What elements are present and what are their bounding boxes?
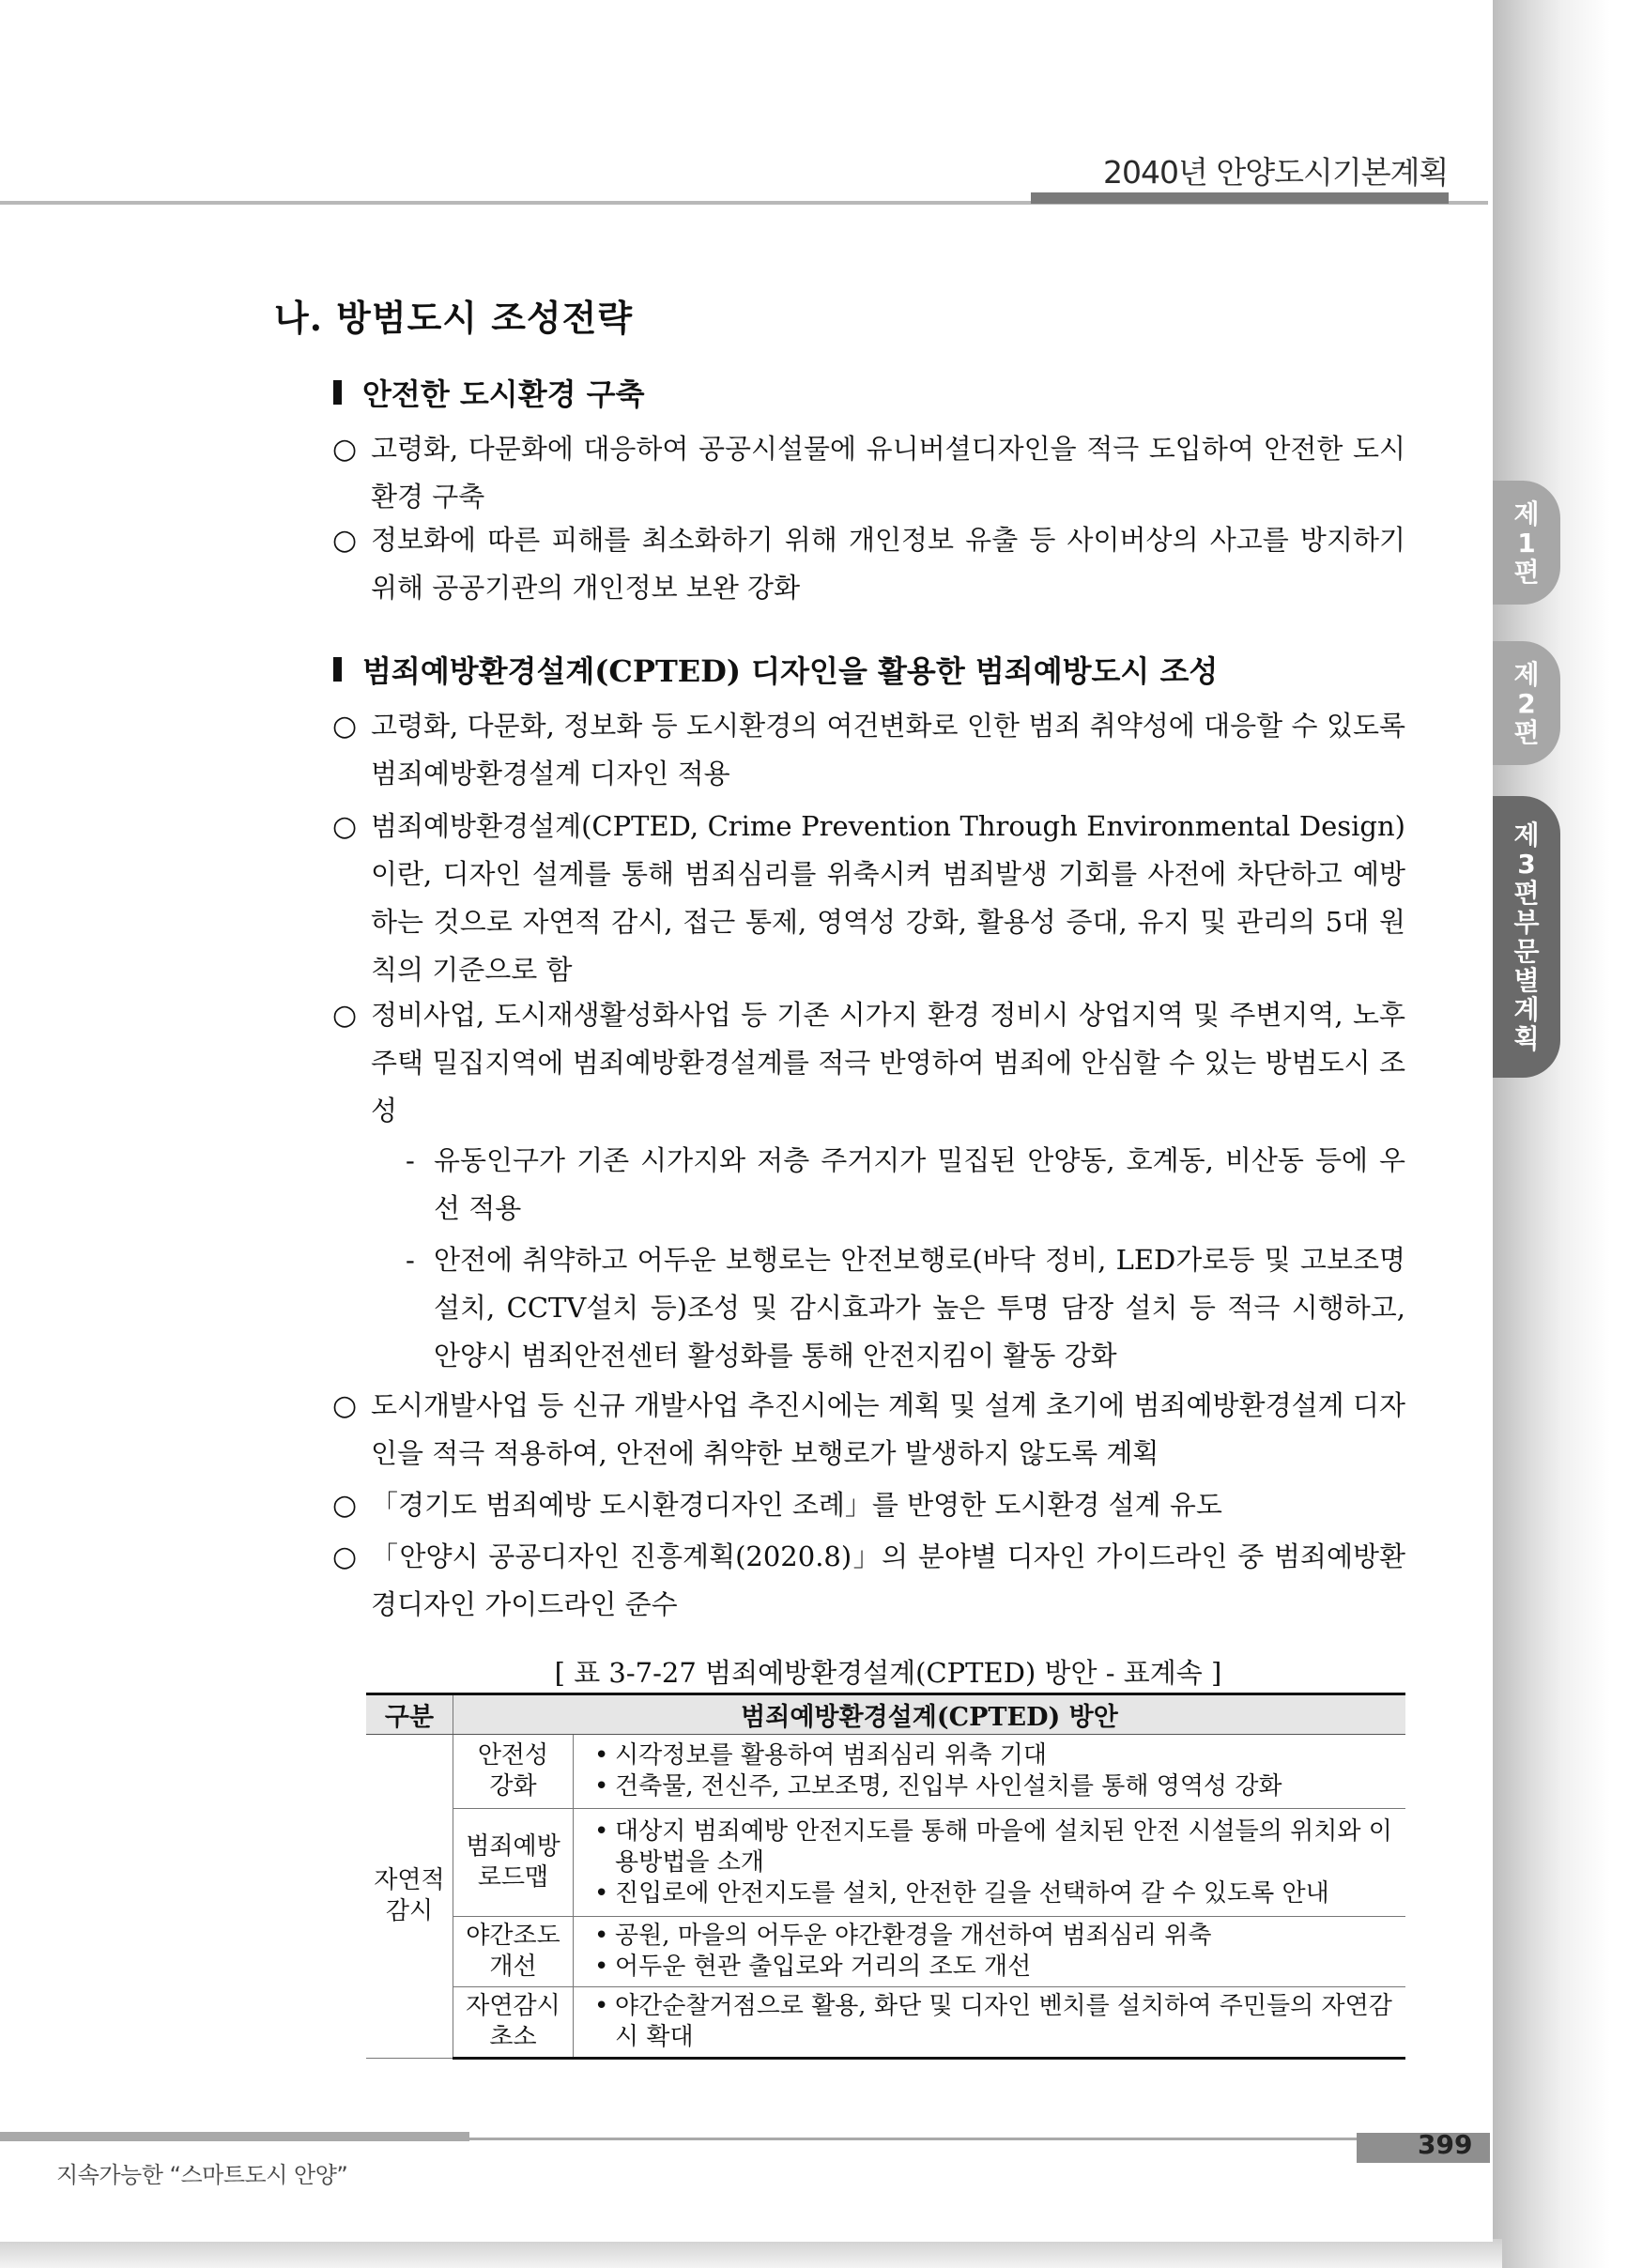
header-accent-bar [1031,192,1449,204]
table-bullet: • 어두운 현관 출입로와 거리의 조도 개선 [594,1952,1404,1983]
tab-chapter-2[interactable]: 제 2 편 [1493,641,1560,765]
table-caption: [ 표 3-7-27 범죄예방환경설계(CPTED) 방안 - 표계속 ] [554,1657,1222,1689]
footer-rule-thin [469,2138,1357,2140]
tab-chapter-1[interactable]: 제 1 편 [1493,481,1560,605]
table-row-label: 범죄예방 로드맵 [453,1809,574,1917]
subsection-heading-text: 범죄예방환경설계(CPTED) 디자인을 활용한 범죄예방도시 조성 [362,653,1219,689]
subsection-heading-text: 안전한 도시환경 구축 [362,376,645,412]
circle-bullet-icon: ○ [332,710,358,743]
table-row-content [574,1809,1406,1917]
subsection-heading-1 [333,371,645,414]
section-title: 나. 방범도시 조성전략 [274,297,634,339]
table-bullet: • 진입로에 안전지도를 설치, 안전한 길을 선택하여 갈 수 있도록 안내 [594,1878,1404,1909]
page-number: 399 [1418,2129,1473,2160]
table-row [366,1735,1405,1809]
table-row [366,1987,1405,2059]
table-row-content [574,1735,1406,1809]
table-bullet: • 시각정보를 활용하여 범죄심리 위축 기대 [594,1740,1404,1771]
table-row-label: 안전성 강화 [453,1735,574,1809]
heading-bar-icon [333,380,342,405]
page-bottom-shadow [0,2239,1502,2268]
circle-bullet-icon: ○ [332,810,358,843]
running-header-title: 2040년 안양도시기본계획 [1103,154,1449,191]
circle-bullet-icon: ○ [332,524,358,557]
bullet-item: ○ 정비사업, 도시재생활성화사업 등 기존 시가지 환경 정비시 상업지역 및 주변지역, 노후주택 밀집지역에 범죄예방환경설계를 적극 반영하여 범죄에 안심할 수 있는 방범도시 조성 [371,991,1405,1135]
table-bullet: • 야간순찰거점으로 활용, 화단 및 디자인 벤치를 설치하여 주민들의 자연감시 확대 [594,1991,1404,2053]
circle-bullet-icon: ○ [332,1389,358,1422]
circle-bullet-icon: ○ [332,1489,358,1522]
bullet-item: ○ 「경기도 범죄예방 도시환경디자인 조례」를 반영한 도시환경 설계 유도 [371,1481,1405,1529]
chapter-tabs [1493,0,1568,1126]
table-group-label: 자연적 감시 [366,1735,453,2059]
table-row-label: 야간조도 개선 [453,1917,574,1987]
dash-item: - 안전에 취약하고 어두운 보행로는 안전보행로(바닥 정비, LED가로등 및 고보조명 설치, CCTV설치 등)조성 및 감시효과가 높은 투명 담장 설치 등 적극 시행하고, 안양시 범죄안전센터 활성화를 통해 안전지킴이 활동 강화 [434,1236,1405,1380]
bullet-item: ○ 도시개발사업 등 신규 개발사업 추진시에는 계획 및 설계 초기에 범죄예방환경설계 디자인을 적극 적용하여, 안전에 취약한 보행로가 발생하지 않도록 계획 [371,1382,1405,1478]
bullet-item: ○ 범죄예방환경설계(CPTED, Crime Prevention Through Environmental Design)이란, 디자인 설계를 통해 범죄심리를 위축시켜 범죄발생 기회를 사전에 차단하고 예방하는 것으로 자연적 감시, 접근 통제, 영역성 강화, 활용성 증대, 유지 및 관리의 5대 원칙의 기준으로 함 [371,803,1405,994]
bullet-item: ○ 고령화, 다문화에 대응하여 공공시설물에 유니버셜디자인을 적극 도입하여 안전한 도시환경 구축 [371,425,1405,521]
table-bullet: • 대상지 범죄예방 안전지도를 통해 마을에 설치된 안전 시설들의 위치와 이용방법을 소개 [594,1816,1404,1878]
cpted-table [366,1693,1405,2060]
table-row [366,1917,1405,1987]
bullet-item: ○ 「안양시 공공디자인 진흥계획(2020.8)」의 분야별 디자인 가이드라인 중 범죄예방환경디자인 가이드라인 준수 [371,1533,1405,1629]
bullet-item: ○ 고령화, 다문화, 정보화 등 도시환경의 여건변화로 인한 범죄 취약성에 대응할 수 있도록 범죄예방환경설계 디자인 적용 [371,702,1405,798]
bullet-item: ○ 정보화에 따른 피해를 최소화하기 위해 개인정보 유출 등 사이버상의 사고를 방지하기 위해 공공기관의 개인정보 보완 강화 [371,516,1405,612]
dash-marker: - [406,1144,415,1176]
table-row-label: 자연감시 초소 [453,1987,574,2059]
footer-text: 지속가능한 “스마트도시 안양” [56,2162,348,2188]
table-header-row [366,1694,1405,1735]
table-bullet: • 공원, 마을의 어두운 야간환경을 개선하여 범죄심리 위축 [594,1921,1404,1952]
circle-bullet-icon: ○ [332,999,358,1032]
table-row-content [574,1917,1406,1987]
heading-bar-icon [333,657,342,682]
table-row-content [574,1987,1406,2059]
table-header-category: 구분 [366,1694,453,1735]
dash-item: - 유동인구가 기존 시가지와 저층 주거지가 밀집된 안양동, 호계동, 비산동 등에 우선 적용 [434,1137,1405,1233]
subsection-heading-2 [333,648,1218,691]
table-header-plan: 범죄예방환경설계(CPTED) 방안 [453,1694,1406,1735]
circle-bullet-icon: ○ [332,433,358,466]
table-row [366,1809,1405,1917]
footer-rule [0,2132,469,2141]
circle-bullet-icon: ○ [332,1540,358,1573]
tab-chapter-3[interactable]: 제 3 편 부 문 별 계 획 [1493,796,1560,1078]
table-bullet: • 건축물, 전신주, 고보조명, 진입부 사인설치를 통해 영역성 강화 [594,1771,1404,1802]
dash-marker: - [406,1244,415,1276]
